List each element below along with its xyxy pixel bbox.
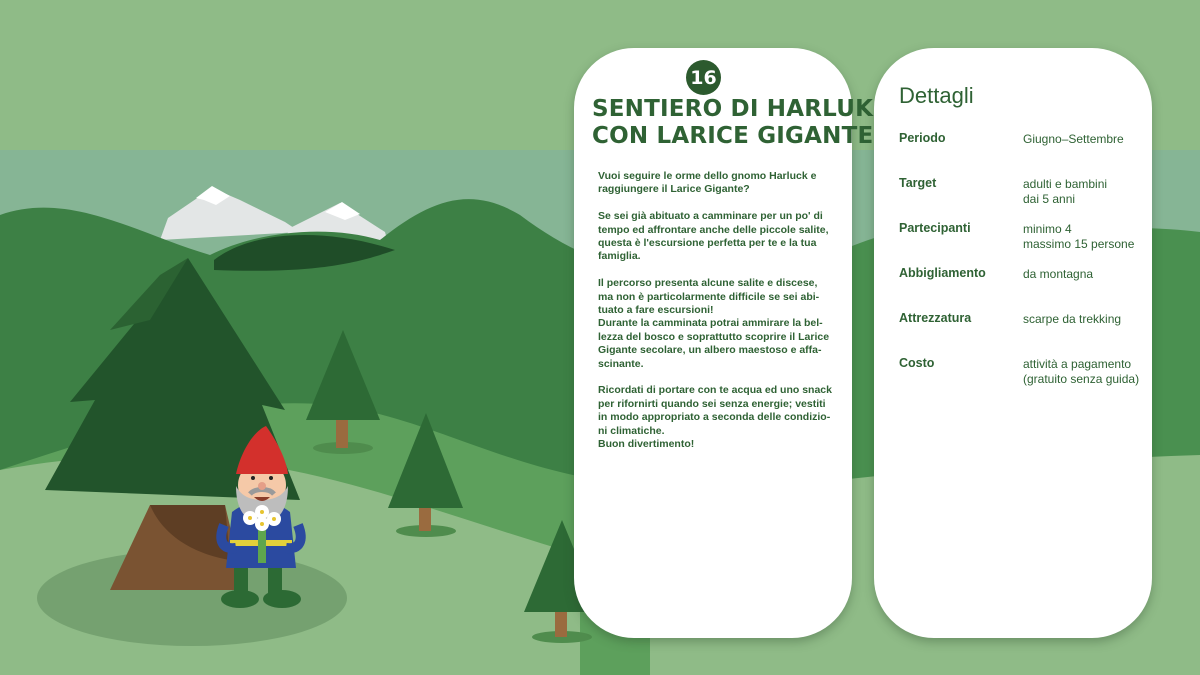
trail-description <box>598 170 834 465</box>
description-line: in modo appropriato a seconda delle condizio- <box>598 411 831 424</box>
description-paragraph <box>598 277 834 371</box>
description-line: questa è l'escursione perfetta per te e la tua <box>598 237 817 250</box>
description-line: ma non è particolarmente difficile se sei abi- <box>598 290 820 303</box>
description-line: Ricordati di portare con te acqua ed uno snack <box>598 384 832 397</box>
trail-title-line: CON LARICE GIGANTE <box>592 123 874 149</box>
description-line: Se sei già abituato a camminare per un po' di <box>598 210 823 223</box>
detail-value-line: Giugno–Settembre <box>1023 132 1124 146</box>
description-line: raggiungere il Larice Gigante? <box>598 183 750 196</box>
trail-number-badge: 16 <box>686 60 721 95</box>
description-line: Buon divertimento! <box>598 438 695 451</box>
description-line: Gigante secolare, un albero maestoso e affa- <box>598 344 822 357</box>
description-paragraph <box>598 170 834 197</box>
details-title: Dettagli <box>899 83 974 108</box>
detail-value <box>1023 267 1153 282</box>
detail-label: Periodo <box>899 131 946 145</box>
detail-label: Abbigliamento <box>899 266 986 280</box>
detail-value <box>1023 222 1153 252</box>
description-line: tuato a fare escursioni! <box>598 304 714 317</box>
description-line: famiglia. <box>598 250 641 263</box>
description-line: Il percorso presenta alcune salite e discese, <box>598 277 818 290</box>
description-paragraph <box>598 384 834 451</box>
detail-value-line: (gratuito senza guida) <box>1023 372 1140 386</box>
detail-value-line: massimo 15 persone <box>1023 237 1135 251</box>
detail-value-line: da montagna <box>1023 267 1094 281</box>
trail-details-card <box>874 48 1152 638</box>
description-line: scinante. <box>598 357 644 370</box>
detail-value-line: dai 5 anni <box>1023 192 1076 206</box>
description-line: tempo ed affrontare anche delle piccole salite, <box>598 223 829 236</box>
detail-label: Costo <box>899 356 935 370</box>
detail-value <box>1023 312 1153 327</box>
trail-title <box>592 96 874 150</box>
description-line: Durante la camminata potrai ammirare la bel- <box>598 317 823 330</box>
detail-value <box>1023 357 1153 387</box>
trail-title-line: SENTIERO DI HARLUK <box>592 96 874 122</box>
description-line: Vuoi seguire le orme dello gnomo Harluck e <box>598 170 817 182</box>
description-line: lezza del bosco e soprattutto scoprire il Larice <box>598 330 830 343</box>
description-line: per rifornirti quando sei senza energie; vestiti <box>598 397 826 410</box>
detail-value-line: scarpe da trekking <box>1023 312 1122 326</box>
detail-label: Partecipanti <box>899 221 971 235</box>
trail-description-card <box>574 48 874 638</box>
description-paragraph <box>598 210 834 264</box>
detail-value-line: minimo 4 <box>1023 222 1072 236</box>
detail-label: Attrezzatura <box>899 311 972 325</box>
detail-value-line: attività a pagamento <box>1023 357 1132 371</box>
detail-label: Target <box>899 176 937 190</box>
detail-value-line: adulti e bambini <box>1023 177 1108 191</box>
description-line: ni climatiche. <box>598 424 665 437</box>
detail-value <box>1023 132 1153 147</box>
detail-value <box>1023 177 1153 207</box>
